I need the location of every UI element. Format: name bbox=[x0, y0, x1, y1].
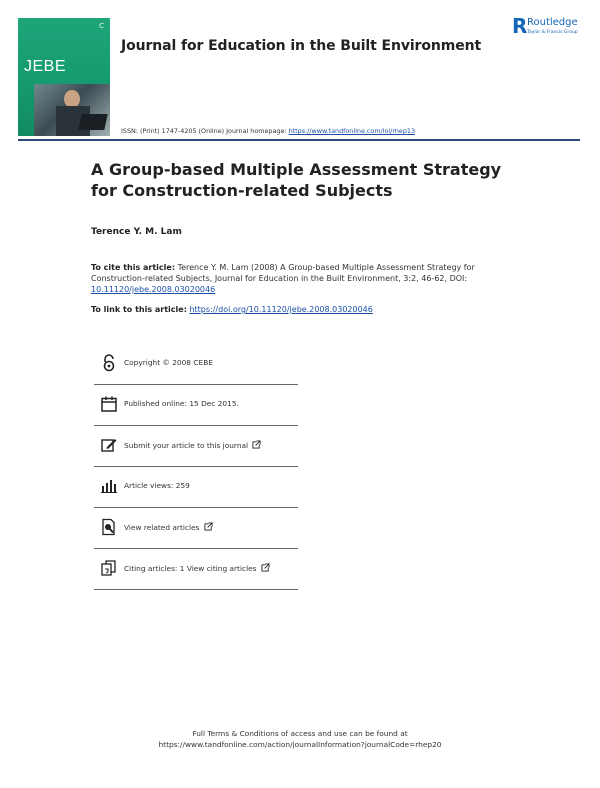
journal-cover-image bbox=[18, 18, 110, 136]
published-row bbox=[94, 385, 298, 426]
routledge-icon: R bbox=[512, 14, 528, 38]
article-doi-url[interactable]: https://doi.org/10.11120/jebe.2008.03020046 bbox=[189, 305, 373, 314]
publisher-subtitle: Taylor & Francis Group bbox=[527, 30, 578, 35]
article-title: A Group-based Multiple Assessment Strategy for Construction-related Subjects bbox=[91, 160, 502, 200]
citing-text: Citing articles: 1 View citing articles bbox=[124, 564, 257, 573]
doi-link[interactable]: 10.11120/jebe.2008.03020046 bbox=[91, 285, 216, 294]
cover-photo bbox=[34, 84, 110, 136]
cover-title: JEBE bbox=[24, 58, 67, 75]
calendar-icon bbox=[100, 395, 118, 413]
bar-chart-icon bbox=[100, 477, 118, 495]
issn-line bbox=[121, 127, 415, 135]
views-row bbox=[94, 467, 298, 508]
cite-text: Terence Y. M. Lam (2008) A Group-based Multiple Assessment Strategy for Construction-related Subjects, Journal for Education in the Built Environment, 3:2, 46-62, DOI: bbox=[91, 263, 475, 283]
external-link-icon bbox=[252, 440, 261, 449]
article-link-line bbox=[91, 305, 373, 314]
copyright-text: Copyright © 2008 CEBE bbox=[124, 358, 213, 367]
views-text: Article views: 259 bbox=[124, 481, 190, 490]
citing-link[interactable] bbox=[124, 563, 270, 573]
copyright-row bbox=[94, 344, 298, 385]
publisher-name: Routledge bbox=[527, 17, 578, 28]
submit-text: Submit your article to this journal bbox=[124, 441, 249, 450]
footer bbox=[0, 728, 600, 750]
open-lock-icon bbox=[100, 354, 118, 372]
footer-terms-link[interactable]: https://www.tandfonline.com/action/journalInformation?journalCode=rhep20 bbox=[158, 740, 442, 749]
external-link-icon bbox=[261, 563, 270, 572]
link-label: To link to this article: bbox=[91, 305, 187, 314]
header-divider bbox=[18, 139, 580, 141]
issn-text: ISSN: (Print) 1747-4205 (Online) Journal homepage: bbox=[121, 127, 289, 135]
citing-documents-icon bbox=[100, 559, 118, 577]
citing-row[interactable] bbox=[94, 549, 298, 590]
related-text: View related articles bbox=[124, 523, 200, 532]
submit-link[interactable] bbox=[124, 440, 261, 450]
article-metadata-list bbox=[94, 344, 298, 590]
citation-block bbox=[91, 262, 511, 295]
submit-row[interactable] bbox=[94, 426, 298, 467]
external-link-icon bbox=[204, 522, 213, 531]
article-author: Terence Y. M. Lam bbox=[91, 227, 182, 237]
search-document-icon bbox=[100, 518, 118, 536]
edit-icon bbox=[100, 436, 118, 454]
published-text: Published online: 15 Dec 2015. bbox=[124, 399, 239, 408]
footer-line1: Full Terms & Conditions of access and use can be found at bbox=[192, 729, 408, 738]
journal-homepage-link[interactable]: https://www.tandfonline.com/loi/rhep13 bbox=[288, 127, 416, 135]
related-row[interactable] bbox=[94, 508, 298, 549]
journal-title: Journal for Education in the Built Environment bbox=[121, 38, 482, 54]
publisher-logo bbox=[512, 16, 592, 40]
related-link[interactable] bbox=[124, 522, 213, 532]
cover-mark: C bbox=[99, 22, 104, 30]
cite-label: To cite this article: bbox=[91, 263, 176, 272]
